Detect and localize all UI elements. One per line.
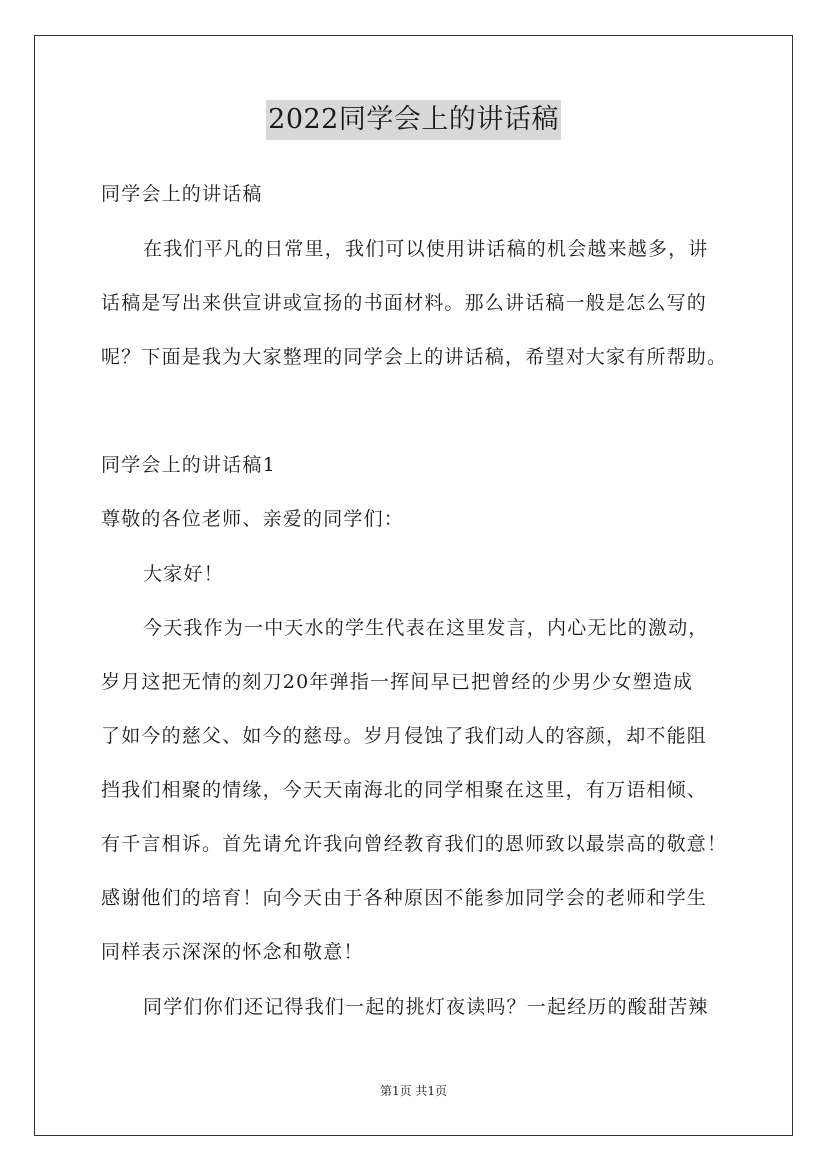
paragraph-line: 感谢他们的培育！向今天由于各种原因不能参加同学会的老师和学生 [101,887,708,909]
salutation-line: 尊敬的各位老师、亲爱的同学们： [101,508,405,530]
paragraph-line: 岁月这把无情的刻刀20年弹指一挥间早已把曾经的少男少女塑造成 [101,671,694,693]
paragraph-line: 挡我们相聚的情缘，今天天南海北的同学相聚在这里，有万语相倾、 [101,779,708,801]
section-heading: 同学会上的讲话稿1 [101,454,276,476]
paragraph-line: 同学们你们还记得我们一起的挑灯夜读吗？一起经历的酸甜苦辣 [143,996,709,1018]
paragraph-line: 有千言相诉。首先请允许我向曾经教育我们的恩师致以最崇高的敬意！ [101,833,728,855]
paragraph-line: 了如今的慈父、如今的慈母。岁月侵蚀了我们动人的容颜，却不能阻 [101,725,708,747]
paragraph-line: 在我们平凡的日常里，我们可以使用讲话稿的机会越来越多，讲 [143,238,709,260]
paragraph-line: 呢？下面是我为大家整理的同学会上的讲话稿，希望对大家有所帮助。 [101,346,728,368]
page-footer: 第1页 共1页 [379,1084,448,1098]
paragraph-line: 今天我作为一中天水的学生代表在这里发言，内心无比的激动， [143,617,709,639]
document-title: 2022同学会上的讲话稿 [266,100,561,140]
subtitle-line: 同学会上的讲话稿 [101,183,263,205]
greeting-line: 大家好！ [143,563,224,585]
paragraph-line: 话稿是写出来供宣讲或宣扬的书面材料。那么讲话稿一般是怎么写的 [101,292,708,314]
paragraph-line: 同样表示深深的怀念和敬意！ [101,941,364,963]
title-container [0,100,827,140]
